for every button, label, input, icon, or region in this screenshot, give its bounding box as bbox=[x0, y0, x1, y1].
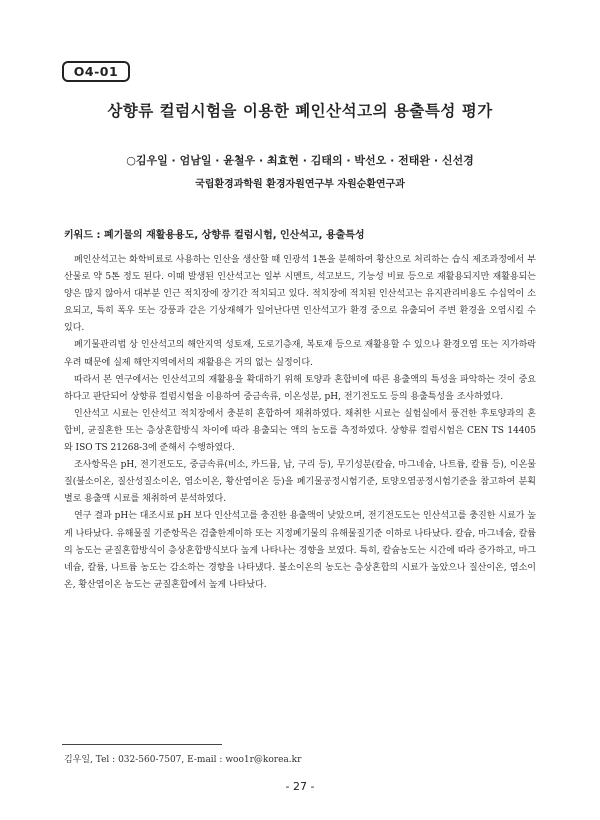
paragraph: 인산석고 시료는 인산석고 적치장에서 충분히 혼합하여 채취하였다. 채취한 시료는 실험실에서 풍건한 후토양과의 혼합비, 균질혼한 또는 층상혼합방식 차이에 따라 용출되는 액의 농도를 측정하였다. 상향류 컬럼시험은 CEN TS 14405와 ISO TS 21268-3에 준해서 수행하였다. bbox=[64, 408, 536, 454]
paragraph: 연구 결과 pH는 대조시료 pH 보다 인산석고를 충진한 용출액이 낮았으며, 전기전도도는 인산석고를 충진한 시료가 높게 나타났다. 유해물질 기준항목은 검출한계이하 또는 지정폐기물의 유해물질기준 이하로 나타났다. 칼슘, 마그네슘, 칼륨의 농도는 균질혼합방식이 층상혼합방식보다 높게 나타나는 경향을 보였다. 특히, 칼슘농도는 시간에 따라 증가하고, 마그네슘, 칼륨, 나트륨 농도는 감소하는 경향을 나타냈다. 불소이온의 농도는 층상혼합의 시료가 높았으나 질산이온, 염소이온, 황산염이온 농도는 균질혼합에서 높게 나타났다. bbox=[64, 511, 536, 590]
paragraph: 따라서 본 연구에서는 인산석고의 재활용을 확대하기 위해 토양과 혼합비에 따른 용출액의 특성을 파악하는 것이 중요하다고 판단되어 상향류 컬럼시험을 이용하여 중금속류, 이온성분, pH, 전기전도도 등의 용출특성을 조사하였다. bbox=[64, 374, 536, 402]
paper-title: 상향류 컬럼시험을 이용한 폐인산석고의 용출특성 평가 bbox=[107, 102, 493, 120]
session-code-badge: O4-01 bbox=[62, 61, 130, 82]
affiliation: 국립환경과학원 환경자원연구부 자원순환연구과 bbox=[195, 179, 405, 190]
keywords: 키워드 : 폐기물의 재활용용도, 상향류 컬럼시험, 인산석고, 용출특성 bbox=[64, 230, 365, 241]
paragraph: 폐인산석고는 화학비료로 사용하는 인산을 생산할 때 인광석 1톤을 분해하여 황산으로 처리하는 습식 제조과정에서 부산물로 약 5톤 정도 된다. 이때 발생된 인산석고는 일부 시멘트, 석고보드, 기능성 비료 등으로 재활용되지만 재활용되는 양은 많지 않아서 대부분 인근 적치장에 장기간 적치되고 있다. 적치장에 적치된 인산석고는 유지관리비용도 수십억이 소요되고, 특히 폭우 또는 강풍과 같은 기상재해가 일어난다면 인산석고가 환경 중으로 유출되어 주변 환경을 오염시킬 수 있다. bbox=[64, 255, 536, 334]
footnote-contact: 김우일, Tel : 032-560-7507, E-mail : woo1r@korea.kr bbox=[64, 755, 302, 765]
paragraph: 폐기물관리법 상 인산석고의 해안지역 성토재, 도로기층재, 복토재 등으로 재활용할 수 있으나 환경오염 또는 지가하락 우려 때문에 실제 해안지역에서의 재활용은 거의 없는 실정이다. bbox=[64, 340, 536, 368]
page-number: - 27 - bbox=[285, 780, 315, 793]
paragraph: 조사항목은 pH, 전기전도도, 중금속류(비소, 카드뮴, 납, 구리 등), 무기성분(칼슘, 마그네슘, 나트륨, 칼륨 등), 이온물질(불소이온, 질산성질소이온, 염소이온, 황산염이온 등)을 폐기물공정시험기준, 토양오염공정시험기준을 참고하여 분획별로 용출액 시료를 채취하여 분석하였다. bbox=[64, 460, 536, 505]
abstract-body bbox=[64, 252, 536, 594]
author-list: ○김우일 · 엄남일 · 윤철우 · 최효현 · 김태의 · 박선오 · 전태완 · 신선경 bbox=[126, 154, 474, 167]
footnote-divider bbox=[62, 744, 222, 745]
